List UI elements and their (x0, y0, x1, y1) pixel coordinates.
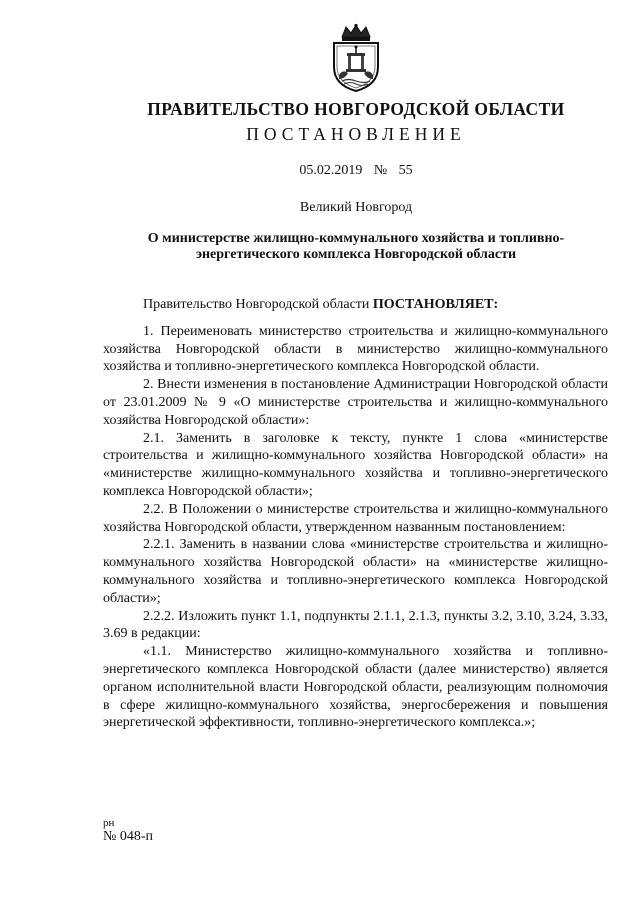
preamble (103, 296, 608, 314)
number-sign: № (373, 163, 388, 178)
decree-number: 55 (398, 163, 413, 178)
city: Великий Новгород (299, 200, 413, 215)
paragraph-2-2-1: 2.2.1. Заменить в названии слова «министерстве строительства и жилищно-коммунального хозяйства Новгородской области» на «министерстве жилищно-коммунального хозяйства и топливно-энергетического комплекса Новгородской области»; (103, 537, 608, 606)
paragraph-2: 2. Внести изменения в постановление Администрации Новгородской области от 23.01.2009 № 9 «О министерстве строительства и жилищно-коммунального хозяйства Новгородской области»: (103, 377, 608, 428)
paragraph-2-1: 2.1. Заменить в заголовке к тексту, пункте 1 слова «министерстве строительства и жилищно-коммунального хозяйства Новгородской области» на «министерстве жилищно-коммунального хозяйства и топливно-энергетического комплекса Новгородской области»; (103, 430, 608, 499)
preamble-text: Правительство Новгородской области (143, 297, 373, 312)
footer-code: рн (103, 817, 115, 829)
paragraph-2-2: 2.2. В Положении о министерстве строительства и жилищно-коммунального хозяйства Новгородской области, утвержденном названным постановлением: (103, 501, 608, 535)
decree-date-number (0, 163, 640, 179)
document-type: ПОСТАНОВЛЕНИЕ (246, 124, 466, 144)
preamble-keyword: ПОСТАНОВЛЯЕТ: (372, 297, 499, 312)
paragraph-quote: «1.1. Министерство жилищно-коммунального хозяйства и топливно-энергетического комплекса Новгородской области (далее министерство) является органом исполнительной власти Новгородской области, реализующим полномочия в сфере жилищно-коммунального хозяйства, энергосбережения и повышения энергетической эффективности, топливно-энергетического комплекса.»; (103, 644, 608, 731)
decree-date: 05.02.2019 (299, 163, 363, 178)
footer-doc-number: № 048-п (103, 829, 154, 844)
decree-body (103, 296, 608, 732)
coat-of-arms-icon (328, 23, 384, 93)
decree-title-line2: энергетического комплекса Новгородской области (195, 247, 517, 262)
government-name: ПРАВИТЕЛЬСТВО НОВГОРОДСКОЙ ОБЛАСТИ (147, 99, 565, 119)
decree-title-line1: О министерстве жилищно-коммунального хозяйства и топливно- (147, 231, 565, 246)
paragraph-1: 1. Переименовать министерство строительства и жилищно-коммунального хозяйства Новгородской области в министерство жилищно-коммунального хозяйства и топливно-энергетического комплекса Новгородской области. (103, 323, 608, 375)
paragraph-2-2-2: 2.2.2. Изложить пункт 1.1, подпункты 2.1.1, 2.1.3, пункты 3.2, 3.10, 3.24, 3.33, 3.69 в редакции: (103, 608, 608, 642)
decree-title (112, 231, 600, 263)
